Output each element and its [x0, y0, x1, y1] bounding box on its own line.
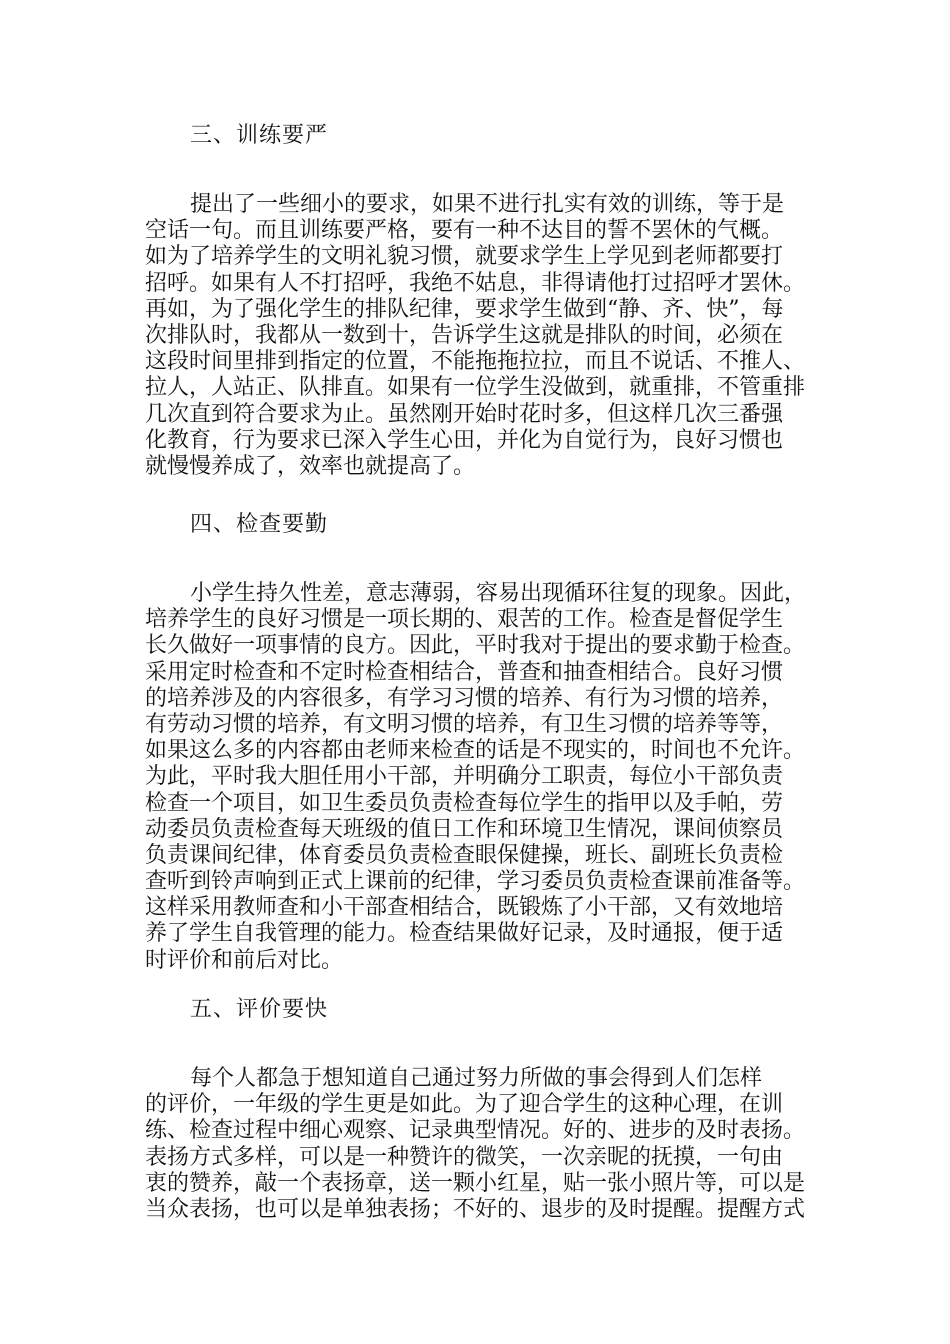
paragraph-line: 养了学生自我管理的能力。检查结果做好记录，及时通报，便于适	[145, 921, 784, 947]
paragraph-line: 次排队时，我都从一数到十，告诉学生这就是排队的时间，必须在	[145, 322, 784, 348]
section-heading-5: 五、评价要快	[190, 997, 329, 1022]
paragraph-line: 衷的赞养，敲一个表扬章，送一颗小红星，贴一张小照片等，可以是	[145, 1170, 806, 1196]
section-heading-3: 三、训练要严	[190, 123, 329, 148]
paragraph-line: 动委员负责检查每天班级的值日工作和环境卫生情况，课间侦察员	[145, 816, 784, 842]
paragraph-line: 采用定时检查和不定时检查相结合，普查和抽查相结合。良好习惯	[145, 659, 784, 685]
paragraph-line: 时评价和前后对比。	[145, 947, 344, 973]
paragraph-line: 小学生持久性差，意志薄弱，容易出现循环往复的现象。因此，	[190, 581, 807, 606]
paragraph-line: 提出了一些细小的要求，如果不进行扎实有效的训练，等于是	[190, 192, 785, 217]
section-heading-4: 四、检查要勤	[190, 512, 329, 537]
section-paragraph-3	[145, 192, 810, 480]
paragraph-line: 检查一个项目，如卫生委员负责检查每位学生的指甲以及手帕，劳	[145, 790, 784, 816]
paragraph-line: 练、检查过程中细心观察、记录典型情况。好的、进步的及时表扬。	[145, 1118, 806, 1144]
paragraph-line: 的评价，一年级的学生更是如此。为了迎合学生的这种心理，在训	[145, 1092, 784, 1118]
paragraph-line: 再如，为了强化学生的排队纪律，要求学生做到“静、齐、快”，每	[145, 296, 784, 322]
paragraph-line: 化教育，行为要求已深入学生心田，并化为自觉行为，良好习惯也	[145, 427, 784, 453]
section-paragraph-4	[145, 581, 810, 974]
paragraph-line: 空话一句。而且训练要严格，要有一种不达目的誓不罢休的气概。	[145, 218, 784, 244]
paragraph-line: 培养学生的良好习惯是一项长期的、艰苦的工作。检查是督促学生	[145, 607, 784, 633]
paragraph-line: 每个人都急于想知道自己通过努力所做的事会得到人们怎样	[190, 1066, 763, 1091]
paragraph-line: 如为了培养学生的文明礼貌习惯，就要求学生上学见到老师都要打	[145, 244, 784, 270]
paragraph-line: 查听到铃声响到正式上课前的纪律，学习委员负责检查课前准备等。	[145, 869, 806, 895]
paragraph-line: 的培养涉及的内容很多，有学习习惯的培养、有行为习惯的培养，	[145, 685, 784, 711]
paragraph-line: 招呼。如果有人不打招呼，我绝不姑息，非得请他打过招呼才罢休。	[145, 270, 806, 296]
paragraph-line: 就慢慢养成了，效率也就提高了。	[145, 453, 476, 479]
paragraph-line: 几次直到符合要求为止。虽然刚开始时花时多，但这样几次三番强	[145, 401, 784, 427]
section-paragraph-5	[145, 1066, 810, 1223]
paragraph-line: 为此，平时我大胆任用小干部，并明确分工职责，每位小干部负责	[145, 764, 784, 790]
paragraph-line: 有劳动习惯的培养，有文明习惯的培养，有卫生习惯的培养等等，	[145, 711, 784, 737]
paragraph-line: 负责课间纪律，体育委员负责检查眼保健操，班长、副班长负责检	[145, 842, 784, 868]
paragraph-line: 当众表扬，也可以是单独表扬；不好的、退步的及时提醒。提醒方式	[145, 1196, 806, 1222]
paragraph-line: 拉人，人站正、队排直。如果有一位学生没做到，就重排，不管重排	[145, 375, 806, 401]
paragraph-line: 这段时间里排到指定的位置，不能拖拖拉拉，而且不说话、不推人、	[145, 349, 806, 375]
paragraph-line: 如果这么多的内容都由老师来检查的话是不现实的，时间也不允许。	[145, 738, 806, 764]
paragraph-line: 表扬方式多样，可以是一种赞许的微笑，一次亲昵的抚摸，一句由	[145, 1144, 784, 1170]
paragraph-line: 长久做好一项事情的良方。因此，平时我对于提出的要求勤于检查。	[145, 633, 806, 659]
paragraph-line: 这样采用教师查和小干部查相结合，既锻炼了小干部，又有效地培	[145, 895, 784, 921]
